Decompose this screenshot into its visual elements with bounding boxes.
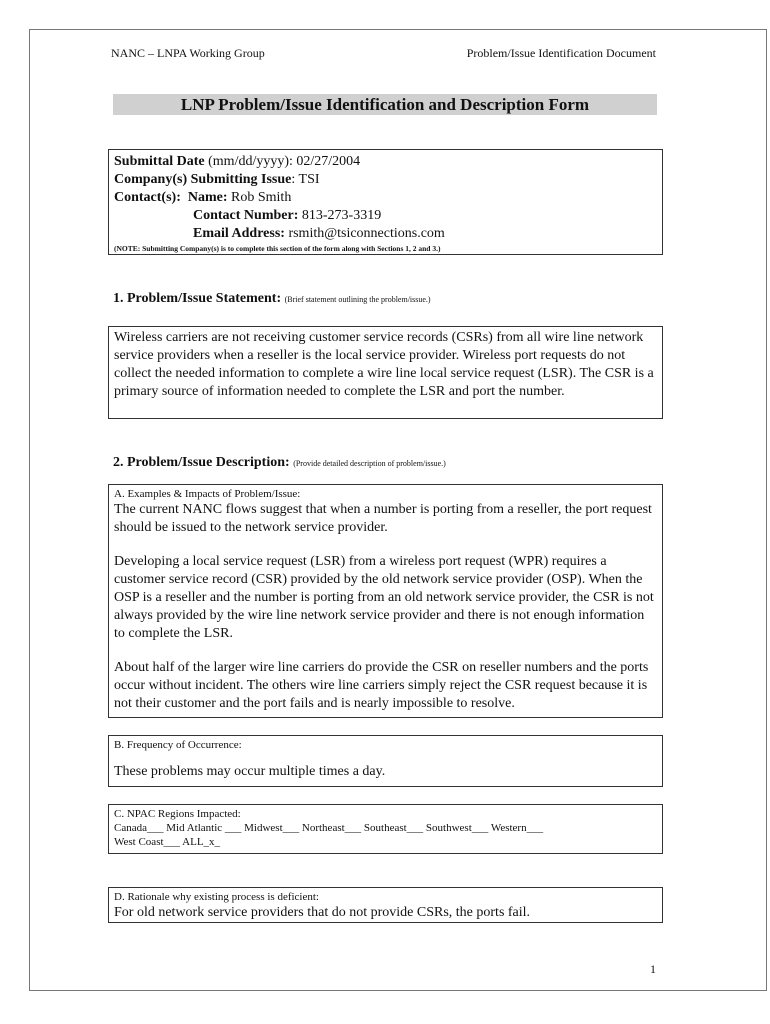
regions-line-2: West Coast___ ALL_x_ [114, 836, 221, 848]
submittal-date-row [114, 153, 657, 171]
contact-number-label: Contact Number: [193, 208, 299, 223]
email-label: Email Address: [193, 226, 285, 241]
form-title: LNP Problem/Issue Identification and Description Form [113, 94, 657, 115]
frequency-text: These problems may occur multiple times a day. [114, 764, 386, 779]
submittal-date-format: (mm/dd/yyyy): [204, 154, 297, 169]
examples-paragraph-2: Developing a local service request (LSR) from a wireless port request (WPR) requires a customer service record (CSR) provided by the old network service provider (OSP). When the OSP is a reseller and the number is porting from an old network service provider, the CSR is not always provided by the wire line network service provider and there is not enough information to complete the LSR. [114, 554, 654, 641]
name-label: Name: [187, 190, 228, 205]
header-left: NANC – LNPA Working Group [111, 46, 265, 60]
company-value: : TSI [291, 172, 320, 187]
submittal-date-label: Submittal Date [114, 154, 205, 169]
contacts-row [114, 189, 657, 207]
page-number: 1 [650, 962, 656, 976]
contact-number-value: 813-273-3319 [298, 208, 382, 223]
submittal-note: (NOTE: Submitting Company(s) is to complete this section of the form along with Sections 1, 2 and 3.) [114, 244, 441, 253]
email-row [114, 225, 657, 243]
section2-heading [113, 455, 446, 471]
submittal-box [108, 149, 663, 255]
examples-impacts-label: A. Examples & Impacts of Problem/Issue: [114, 488, 301, 500]
regions-line-1: Canada___ Mid Atlantic ___ Midwest___ Northeast___ Southeast___ Southwest___ Western___ [114, 822, 544, 834]
examples-impacts-box [108, 484, 663, 718]
frequency-box [108, 735, 663, 787]
section1-title: 1. Problem/Issue Statement: [113, 291, 282, 306]
rationale-box [108, 887, 663, 923]
regions-box [108, 804, 663, 854]
examples-paragraph-1: The current NANC flows suggest that when a number is porting from a reseller, the port request should be issued to the network service provider. [114, 502, 652, 535]
company-label: Company(s) Submitting Issue [114, 172, 292, 187]
section1-hint: (Brief statement outlining the problem/issue.) [284, 295, 431, 304]
frequency-label: B. Frequency of Occurrence: [114, 739, 242, 751]
examples-paragraph-3: About half of the larger wire line carriers do provide the CSR on reseller numbers and the ports occur without incident. The others wire line carriers simply reject the CSR request because it is not their customer and the port fails and is nearly impossible to resolve. [114, 660, 649, 711]
contact-number-row [114, 207, 657, 225]
company-row [114, 171, 657, 189]
header-right: Problem/Issue Identification Document [466, 46, 656, 60]
section2-title: 2. Problem/Issue Description: [113, 455, 290, 470]
problem-statement-text: Wireless carriers are not receiving customer service records (CSRs) from all wire line network service providers when a reseller is the local service provider. Wireless port requests do not collect the needed information to complete a wire line local service request (LSR). The CSR is a primary source of information needed to complete the LSR and port the number. [114, 330, 654, 399]
email-value: rsmith@tsiconnections.com [284, 226, 445, 241]
submittal-date-value: 02/27/2004 [296, 154, 361, 169]
section1-heading [113, 291, 431, 307]
name-value: Rob Smith [227, 190, 292, 205]
section2-hint: (Provide detailed description of problem/issue.) [293, 459, 446, 468]
contacts-label: Contact(s): [114, 190, 181, 205]
problem-statement-box [108, 326, 663, 419]
rationale-label: D. Rationale why existing process is deficient: [114, 891, 319, 903]
regions-label: C. NPAC Regions Impacted: [114, 808, 241, 820]
rationale-text: For old network service providers that do not provide CSRs, the ports fail. [114, 905, 531, 920]
